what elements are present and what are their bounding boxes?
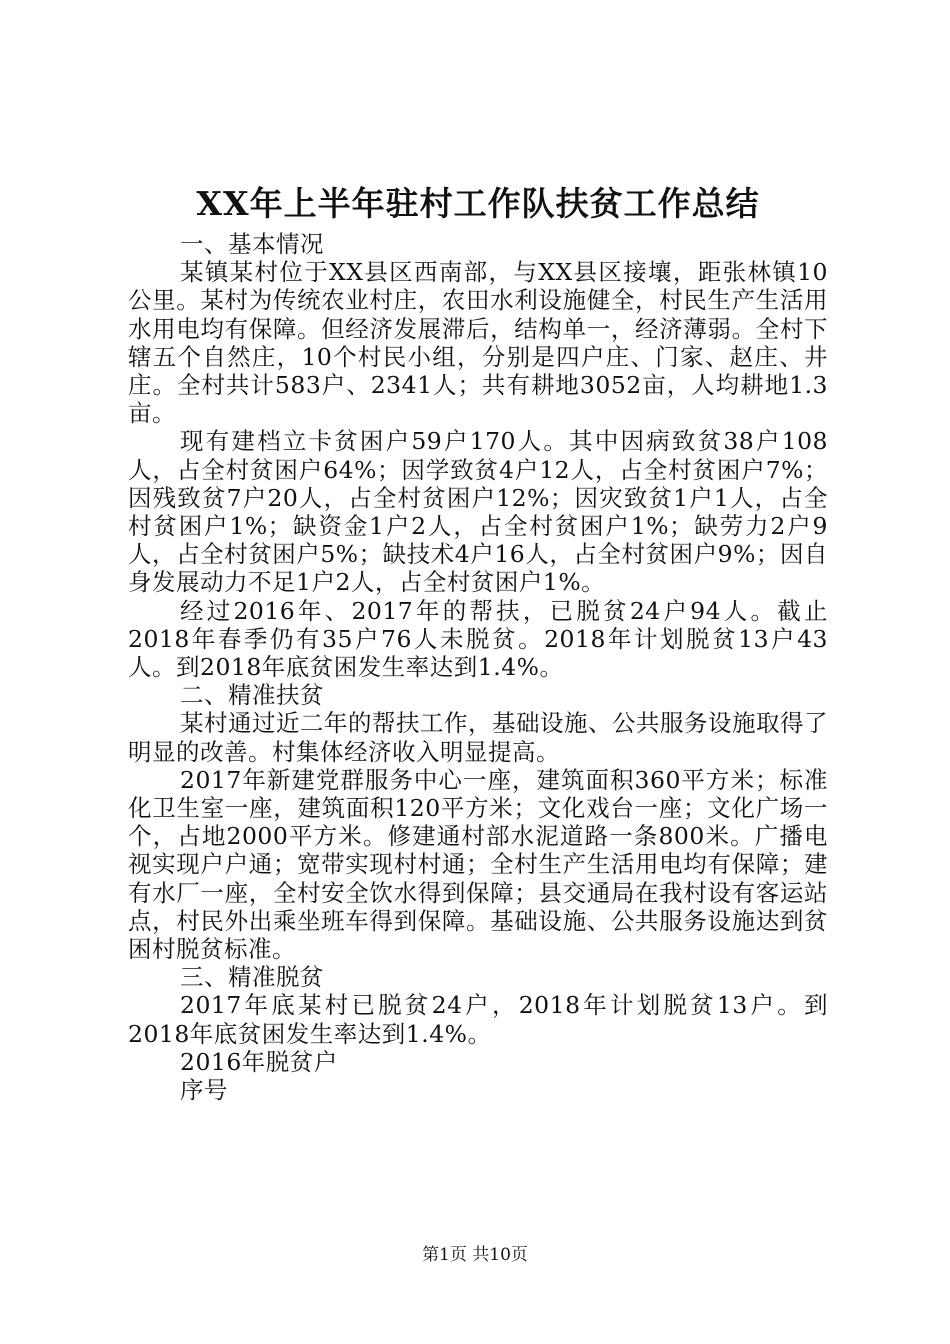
paragraph-construction-details: 2017年新建党群服务中心一座，建筑面积360平方米；标准化卫生室一座，建筑面积120平方米；文化戏台一座；文化广场一个，占地2000平方米。修建通村部水泥道路一条800米。广播电视实现户户通；宽带实现村村通；全村生产生活用电均有保障；建有水厂一座，全村安全饮水得到保障；县交通局在我村设有客运站点，村民外出乘坐班车得到保障。基础设施、公共服务设施达到贫困村脱贫标准。 — [128, 765, 828, 964]
section-heading-basic-info: 一、基本情况 — [180, 230, 324, 258]
section-heading-targeted-assistance: 二、精准扶贫 — [180, 681, 324, 710]
document-title: XX年上半年驻村工作队扶贫工作总结 — [196, 184, 760, 223]
paragraph-poverty-relief-progress: 经过2016年、2017年的帮扶，已脱贫24户94人。截止2018年春季仍有35户76人未脱贫。2018年计划脱贫13户43人。到2018年底贫困发生率达到1.4%。 — [128, 596, 828, 682]
section-heading-targeted-relief: 三、精准脱贫 — [180, 963, 324, 992]
label-serial-number: 序号 — [180, 1076, 228, 1105]
label-2016-households: 2016年脱贫户 — [180, 1047, 338, 1076]
document-body — [128, 180, 828, 1104]
paragraph-village-overview: 某镇某村位于XX县区西南部，与XX县区接壤，距张林镇10公里。某村为传统农业村庄，农田水利设施健全，村民生产生活用水用电均有保障。但经济发展滞后，结构单一，经济薄弱。全村下辖五个自然庄，10个村民小组，分别是四户庄、门家、赵庄、井庄。全村共计583户、2341人；共有耕地3052亩，人均耕地1.3亩。 — [128, 258, 828, 428]
paragraph-relief-summary: 2017年底某村已脱贫24户，2018年计划脱贫13户。到2018年底贫困发生率达到1.4%。 — [128, 991, 828, 1048]
page-footer: 第1页 共10页 — [422, 1245, 528, 1265]
paragraph-poverty-households: 现有建档立卡贫困户59户170人。其中因病致贫38户108人，占全村贫困户64%；因学致贫4户12人，占全村贫困户7%；因残致贫7户20人，占全村贫困户12%；因灾致贫1户1人，占全村贫困户1%；缺资金1户2人，占全村贫困户1%；缺劳力2户9人，占全村贫困户5%；缺技术4户16人，占全村贫困户9%；因自身发展动力不足1户2人，占全村贫困户1%。 — [128, 427, 828, 597]
paragraph-infrastructure-improvement: 某村通过近二年的帮扶工作，基础设施、公共服务设施取得了明显的改善。村集体经济收入明显提高。 — [128, 709, 828, 766]
